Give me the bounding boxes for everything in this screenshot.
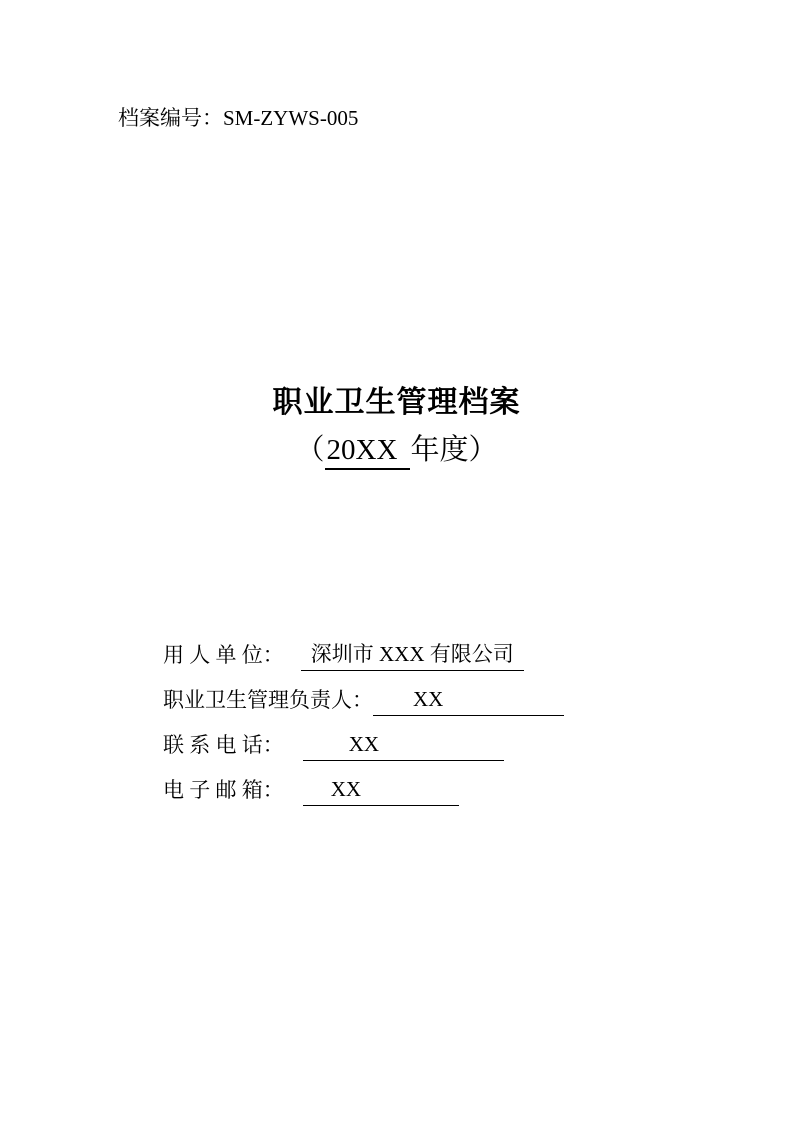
field-label-email: 电 子 邮 箱： bbox=[163, 778, 284, 802]
field-label-manager: 职业卫生管理负责人： bbox=[163, 688, 373, 712]
field-row-email bbox=[163, 777, 564, 805]
field-value-employer-underline: 深圳市 XXX 有限公司 bbox=[301, 642, 524, 671]
field-value-manager-underline: XX bbox=[373, 687, 564, 716]
field-row-employer bbox=[163, 642, 564, 670]
field-row-phone bbox=[163, 732, 564, 760]
archive-number: 档案编号：SM-ZYWS-005 bbox=[118, 106, 359, 130]
subtitle-year-blank: 20XX bbox=[325, 434, 411, 470]
field-label-phone: 联 系 电 话： bbox=[163, 733, 284, 757]
field-value-phone-underline: XX bbox=[303, 732, 504, 761]
page-subtitle bbox=[0, 433, 793, 468]
fields-block bbox=[163, 642, 564, 822]
field-label-employer: 用 人 单 位： bbox=[163, 643, 284, 667]
field-row-manager bbox=[163, 687, 564, 715]
subtitle-open-paren: （ bbox=[295, 434, 325, 466]
subtitle-rest: 年度） bbox=[410, 434, 498, 466]
page-title: 职业卫生管理档案 bbox=[272, 386, 521, 419]
field-value-email-underline: XX bbox=[303, 777, 459, 806]
